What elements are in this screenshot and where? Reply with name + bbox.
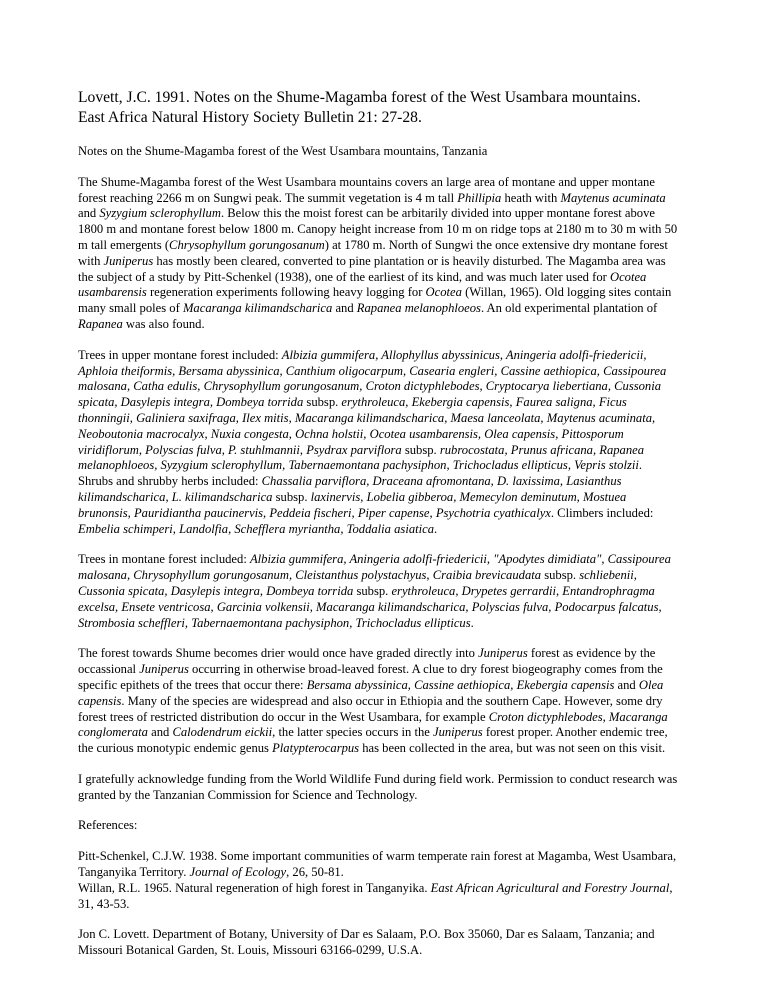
author-address	[78, 927, 678, 959]
italic-run: Chassalia parviflora, Draceana afromontana, D. laxissima, Lasianthus kilimandscharica, L. kilimandscharica	[78, 474, 622, 504]
text-run: has been collected in the area, but was not seen on this visit.	[359, 741, 666, 756]
text-run: Trees in upper montane forest included:	[78, 347, 282, 362]
reference-item	[78, 849, 678, 881]
text-run: . An old experimental plantation of	[480, 301, 658, 316]
text-run: subsp.	[353, 583, 392, 598]
italic-run: Juniperus	[103, 253, 154, 268]
text-run: was also found.	[122, 316, 205, 331]
citation-line-1: Lovett, J.C. 1991. Notes on the Shume-Magamba forest of the West Usambara mountains.	[78, 89, 641, 106]
text-run: and	[147, 725, 173, 740]
text-run: has mostly been cleared, converted to pine plantation or is heavily disturbed. The Magamba area was the subject of a study by Pitt-Schenkel (1938), one of the earliest of its kind, and was much later used for	[78, 253, 666, 284]
paragraph-upper-montane	[78, 348, 678, 538]
text-run: . Many of the species are widespread and also occur in Ethiopia and the southern Cape. However, some dry forest trees of restricted distribution do occur in the West Usambara, for example	[78, 693, 663, 724]
italic-run: rubrocostata, Prunus africana, Rapanea melanophloeos, Syzygium sclerophyllum, Tabernaemontana pachysiphon, Trichocladus ellipticus, Vepris stolzii	[78, 442, 645, 473]
paragraph-dry-forest	[78, 646, 678, 757]
text-run: subsp.	[272, 489, 311, 504]
italic-run: Maytenus acuminata	[560, 190, 666, 205]
text-run: heath with	[501, 190, 561, 205]
references-heading: References:	[78, 818, 138, 833]
italic-run: Bersama abyssinica, Cassine aethiopica, Ekebergia capensis	[306, 677, 615, 692]
italic-run: Macaranga kilimandscharica	[182, 301, 333, 316]
text-run: Trees in montane forest included:	[78, 552, 250, 567]
text-run: , 26, 50-81.	[286, 865, 344, 880]
paragraph-acknowledgement	[78, 772, 678, 804]
italic-run: East African Agricultural and Forestry Journal	[430, 880, 670, 895]
text-run: and	[78, 206, 100, 221]
reference-item	[78, 881, 678, 913]
italic-run: erythroleuca, Drypetes gerrardii, Entandrophragma excelsa, Ensete ventricosa, Garcinia volkensii, Macaranga kilimandscharica, Polyscias fulva, Podocarpus falcatus, Strombosia scheffleri, Tabernaemontana pachysiphon, Trichocladus ellipticus	[78, 583, 662, 630]
text-run: . Shrubs and shrubby herbs included:	[78, 458, 643, 489]
italic-run: Olea capensis	[78, 677, 664, 708]
citation-line-2: East Africa Natural History Society Bulletin 21: 27-28.	[78, 108, 422, 126]
italic-run: Rapanea melanophloeos	[356, 301, 481, 316]
text-run: .	[470, 615, 474, 630]
italic-run: Ocotea	[425, 285, 462, 300]
italic-run: Phillipia	[457, 190, 502, 205]
text-run: I gratefully acknowledge funding from the World Wildlife Fund during field work. Permission to conduct research was granted by the Tanzanian Commission for Science and Technology.	[78, 771, 678, 802]
italic-run: Juniperus	[478, 646, 528, 661]
citation-title	[78, 88, 678, 127]
document-page	[78, 88, 678, 974]
italic-run: Syzygium sclerophyllum	[99, 206, 221, 221]
text-run: subsp.	[541, 568, 580, 583]
italic-run: Platypterocarpus	[272, 741, 360, 756]
italic-run: Albizia gummifera, Aningeria adolfi-friedericii, "Apodytes dimidiata", Cassipourea malosana, Chrysophyllum gorungosanum, Cleistanthus polystachyus, Craibia brevicaudata	[78, 552, 671, 583]
text-run: and	[614, 677, 639, 692]
text-run: The forest towards Shume becomes drier would once have graded directly into	[78, 646, 479, 661]
italic-run: Croton dictyphlebodes, Macaranga conglomerata	[78, 709, 668, 740]
text-run: and	[332, 301, 357, 316]
italic-run: Embelia schimperi, Landolfia, Schefflera myriantha, Toddalia asiatica	[78, 521, 434, 536]
text-run: . Climbers included:	[550, 505, 654, 520]
subtitle: Notes on the Shume-Magamba forest of the West Usambara mountains, Tanzania	[78, 144, 488, 158]
text-run: Willan, R.L. 1965. Natural regeneration of high forest in Tanganyika.	[78, 880, 431, 895]
text-run: ) at 1780 m. North of Sungwi the once extensive dry montane forest with	[78, 237, 668, 268]
text-run: forest as evidence by the occassional	[78, 646, 656, 677]
text-run: regeneration experiments following heavy logging for	[146, 285, 426, 300]
text-run: forest proper. Another endemic tree, the curious monotypic endemic genus	[78, 725, 668, 756]
italic-run: Rapanea	[78, 316, 123, 331]
paragraph-intro	[78, 175, 678, 333]
italic-run: schliebenii, Cussonia spicata, Dasylepis integra, Dombeya torrida	[78, 568, 637, 598]
text-run: Pitt-Schenkel, C.J.W. 1938. Some important communities of warm temperate rain forest at Magamba, West Usambara, Tanganyika Territory.	[78, 849, 677, 880]
text-run: . Below this the moist forest can be arbitarily divided into upper montane forest above 1800 m and montane forest below 1800 m. Canopy height increase from 10 m on ridge tops at 2180 m to 30 m with 50 m tall emergents (	[78, 206, 678, 252]
text-run: Jon C. Lovett. Department of Botany, University of Dar es Salaam, P.O. Box 35060, Dar es Salaam, Tanzania; and Missouri Botanical Garden, St. Louis, Missouri 63166-0299, U.S.A.	[78, 927, 655, 958]
text-run: .	[434, 521, 438, 536]
text-run: The Shume-Magamba forest of the West Usambara mountains covers an large area of montane and upper montane forest reaching 2266 m on Sungwi peak. The summit vegetation is 4 m tall	[78, 174, 655, 205]
italic-run: laxinervis, Lobelia gibberoa, Memecylon deminutum, Mostuea brunonsis, Pauridiantha paucinervis, Peddeia fischeri, Piper capense, Psychotria cyathicalyx	[78, 489, 627, 520]
italic-run: Journal of Ecology	[189, 865, 287, 880]
text-run: , the latter species occurs in the	[272, 725, 433, 740]
text-run: (Willan, 1965). Old logging sites contain many small poles of	[78, 285, 672, 316]
text-run: , 31, 43-53.	[78, 880, 673, 911]
italic-run: erythroleuca, Ekebergia capensis, Faurea saligna, Ficus thonningii, Galiniera saxifraga, Ilex mitis, Macaranga kilimandscharica, Maesa lanceolata, Maytenus acuminata, Neoboutonia macrocalyx, Nuxia congesta, Ochna holstii, Ocotea usambarensis, Olea capensis, Pittosporum viridiflorum, Polyscias fulva, P. stuhlmannii, Psydrax parviflora	[78, 395, 656, 457]
text-run: subsp.	[401, 442, 440, 457]
references-list	[78, 849, 678, 912]
paragraph-montane	[78, 552, 678, 631]
text-run: subsp.	[303, 395, 342, 410]
italic-run: Ocotea usambarensis	[78, 269, 647, 300]
italic-run: Albizia gummifera, Allophyllus abyssinicus, Aningeria adolfi-friedericii, Aphloia theiformis, Bersama abyssinica, Canthium oligocarpum, Casearia engleri, Cassine aethiopica, Cassipourea malosana, Catha edulis, Chrysophyllum gorungosanum, Croton dictyphlebodes, Cryptocarya liebertiana, Cussonia spicata, Dasylepis integra, Dombeya torrida	[78, 347, 667, 410]
text-run: occurring in otherwise broad-leaved forest. A clue to dry forest biogeography comes from the specific epithets of the trees that occur there:	[78, 662, 663, 692]
italic-run: Juniperus	[433, 725, 483, 740]
italic-run: Calodendrum eickii	[172, 725, 273, 740]
italic-run: Chrysophyllum gorungosanum	[169, 237, 325, 252]
italic-run: Juniperus	[139, 662, 189, 677]
